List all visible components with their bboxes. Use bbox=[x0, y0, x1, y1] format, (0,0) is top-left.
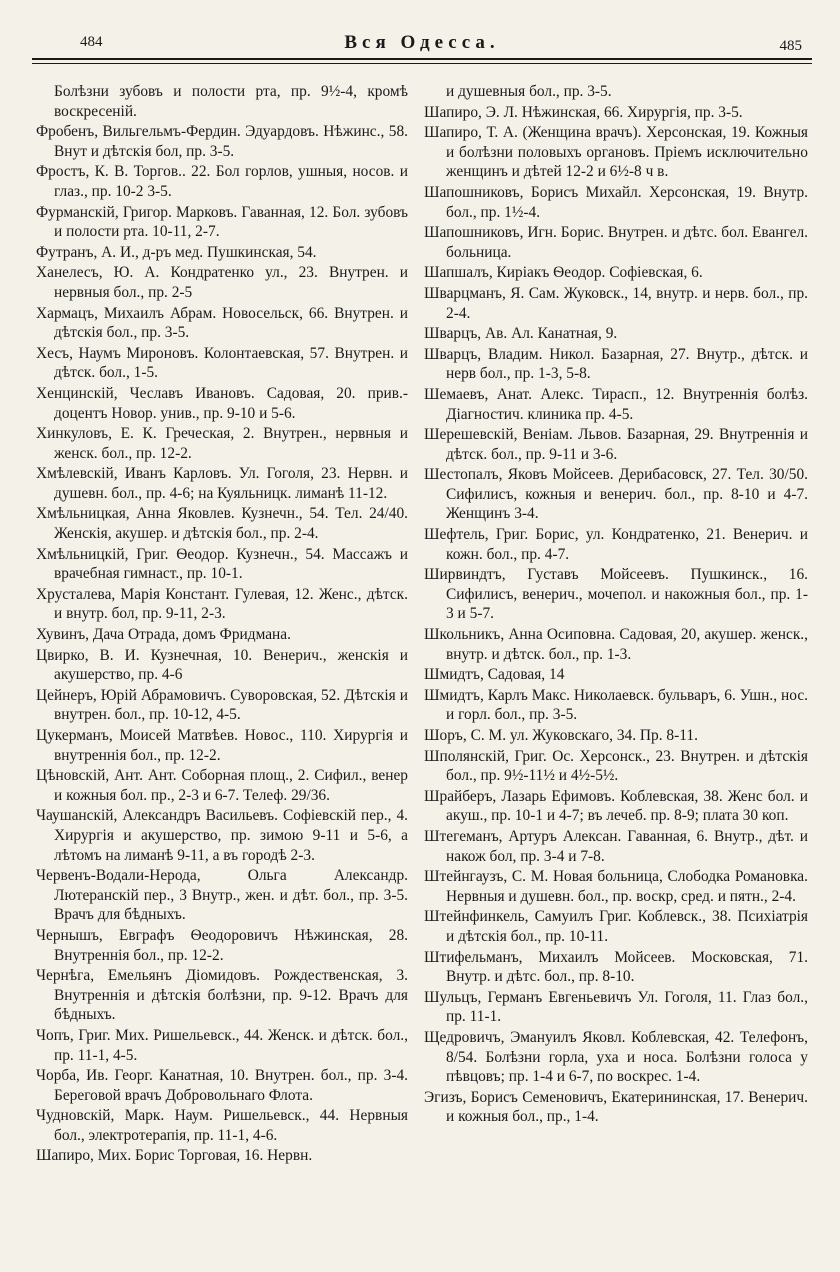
directory-entry: Цейнеръ, Юрій Абрамовичъ. Суворовская, 52. Дѣтскія и внутрен. бол., пр. 10-12, 4-5. bbox=[36, 686, 408, 724]
left-column bbox=[36, 82, 408, 1167]
directory-entry: Шрайберъ, Лазарь Ефимовъ. Коблевская, 38. Женс бол. и акуш., пр. 10-1 и 4-7; въ лечеб. пр. 8-9; плата 30 коп. bbox=[424, 787, 808, 825]
directory-entry: Хенцинскій, Чеславъ Ивановъ. Садовая, 20. прив.-доцентъ Новор. унив., пр. 9-10 и 5-6. bbox=[36, 384, 408, 422]
directory-entry: Шапшалъ, Киріакъ Ѳеодор. Софіевская, 6. bbox=[424, 264, 703, 282]
directory-entry: Штейнгаузъ, С. М. Новая больница, Слободка Романовка. Нервныя и душевн. бол., пр. воскр, сред. и пятн., 2-4. bbox=[424, 868, 808, 905]
directory-entry: Шемаевъ, Анат. Алекс. Тирасп., 12. Внутреннія болѣз. Діагностич. клиника пр. 4-5. bbox=[424, 385, 808, 423]
directory-entry: Фростъ, К. В. Торгов.. 22. Бол горлов, ушныя, носов. и глаз., пр. 10-2 3-5. bbox=[36, 163, 408, 200]
directory-entry: Фурманскій, Григор. Марковъ. Гаванная, 12. Бол. зубовъ и полости рта. 10-11, 2-7. bbox=[36, 203, 408, 241]
directory-entry: Шульцъ, Германъ Евгеньевичъ Ул. Гоголя, 11. Глаз бол., пр. 11-1. bbox=[424, 988, 808, 1026]
directory-entry: Шмидтъ, Карлъ Макс. Николаевск. бульваръ, 6. Ушн., нос. и горл. бол., пр. 3-5. bbox=[424, 686, 808, 724]
directory-entry: Штегеманъ, Артуръ Алексан. Гаванная, 6. Внутр., дѣт. и накож бол, пр. 3-4 и 7-8. bbox=[424, 827, 808, 865]
directory-entry: Штифельманъ, Михаилъ Мойсеев. Московская, 71. Внутр. и дѣтс. бол., пр. 8-10. bbox=[424, 948, 808, 986]
directory-entry: Чернѣга, Емельянъ Діомидовъ. Рождественская, 3. Внутреннія и дѣтскія болѣзни, пр. 9-12. Врачъ для бѣдныхъ. bbox=[36, 967, 408, 1024]
directory-entry: Шапиро, Э. Л. Нѣжинская, 66. Хирургія, пр. 3-5. bbox=[424, 103, 743, 121]
directory-entry: Хмѣлевскій, Иванъ Карловъ. Ул. Гоголя, 23. Нервн. и душевн. бол., пр. 4-6; на Куяльницк. лиманѣ 11-12. bbox=[36, 465, 408, 502]
directory-entry: Шапиро, Т. А. (Женщина врачъ). Херсонская, 19. Кожныя и болѣзни половыхъ органовъ. Пріемъ исключительно женщинъ и дѣтей 12-2 и 6½-8 ч в. bbox=[424, 124, 808, 181]
directory-entry: Хмѣльницкій, Григ. Ѳеодор. Кузнечн., 54. Массажъ и врачебная гимнаст., пр. 10-1. bbox=[36, 545, 408, 583]
left-page-number: 484 bbox=[80, 34, 103, 50]
directory-entry: Щедровичъ, Эмануилъ Яковл. Коблевская, 42. Телефонъ, 8/54. Болѣзни горла, уха и носа. Болѣзни голоса у пѣвцовъ; пр. 1-4 и 6-7, по воскрес. 1-4. bbox=[424, 1028, 808, 1086]
directory-entry: Хесъ, Наумъ Мироновъ. Колонтаевская, 57. Внутрен. и дѣтск. бол., 1-5. bbox=[36, 344, 408, 382]
directory-entry: Хувинъ, Дача Отрада, домъ Фридмана. bbox=[36, 626, 291, 644]
directory-entry: Ширвиндтъ, Густавъ Мойсеевъ. Пушкинск., 16. Сифилисъ, венерич., мочепол. и накожныя бол., пр. 1-3 и 5-7. bbox=[424, 566, 808, 623]
directory-entry: Фробенъ, Вильгельмъ-Фердин. Эдуардовъ. Нѣжинс., 58. Внут и дѣтскія бол, пр. 3-5. bbox=[36, 123, 408, 160]
directory-entry: Шварцъ, Ав. Ал. Канатная, 9. bbox=[424, 325, 618, 343]
directory-entry: Болѣзни зубовъ и полости рта, пр. 9½-4, кромѣ воскресеній. bbox=[54, 83, 408, 120]
directory-entry: Хмѣльницкая, Анна Яковлев. Кузнечн., 54. Тел. 24/40. Женскія, акушер. и дѣтскія бол., пр. 2-4. bbox=[36, 505, 408, 543]
directory-entry: Шапошниковъ, Игн. Борис. Внутрен. и дѣтс. бол. Евангел. больница. bbox=[424, 224, 808, 261]
right-column bbox=[424, 82, 808, 1128]
directory-entry: Червенъ-Водали-Нерода, Ольга Александр. Лютеранскій пер., 3 Внутр., жен. и дѣт. бол., пр. 3-5. Врачъ для бѣдныхъ. bbox=[36, 867, 408, 924]
directory-entry: Школьникъ, Анна Осиповна. Садовая, 20, акушер. женск., внутр. и дѣтск. бол., пр. 1-3. bbox=[424, 626, 808, 663]
header-rule bbox=[32, 58, 812, 64]
directory-entry: Чудновскій, Марк. Наум. Ришельевск., 44. Нервныя бол., электротерапія, пр. 11-1, 4-6. bbox=[36, 1107, 408, 1144]
directory-entry: Шапиро, Мих. Борис Торговая, 16. Нервн. bbox=[36, 1147, 313, 1165]
directory-entry: Шестопалъ, Яковъ Мойсеев. Дерибасовск, 27. Тел. 30/50. Сифилисъ, кожныя и венерич. бол., пр. 8-10 и 4-7. Женщинъ 3-4. bbox=[424, 466, 808, 523]
directory-entry: Хармацъ, Михаилъ Абрам. Новосельск, 66. Внутрен. и дѣтскія бол., пр. 3-5. bbox=[36, 304, 408, 342]
directory-entry: Цѣновскій, Ант. Ант. Соборная площ., 2. Сифил., венер и кожныя бол. пр., 2-3 и 6-7. Телеф. 29/36. bbox=[36, 767, 408, 804]
directory-entry: Цукерманъ, Моисей Матвѣев. Новос., 110. Хирургія и внутреннія бол., пр. 12-2. bbox=[36, 727, 408, 764]
page-header bbox=[32, 32, 812, 58]
directory-entry: Шоръ, С. М. ул. Жуковскаго, 34. Пр. 8-11. bbox=[424, 727, 698, 744]
directory-entry: Штейнфинкель, Самуилъ Григ. Коблевск., 38. Психіатрія и дѣтскія бол., пр. 10-11. bbox=[424, 908, 808, 945]
directory-entry: и душевныя бол., пр. 3-5. bbox=[446, 83, 612, 100]
directory-entry: Хрусталева, Марія Констант. Гулевая, 12. Женс., дѣтск. и внутр. бол, пр. 9-11, 2-3. bbox=[36, 585, 408, 623]
directory-entry: Эгизъ, Борисъ Семеновичъ, Екатерининская, 17. Венерич. и кожныя бол., пр., 1-4. bbox=[424, 1088, 808, 1126]
directory-entry: Цвирко, В. И. Кузнечная, 10. Венерич., женскія и акушерство, пр. 4-6 bbox=[36, 646, 408, 684]
directory-entry: Шварцманъ, Я. Сам. Жуковск., 14, внутр. и нерв. бол., пр. 2-4. bbox=[424, 284, 808, 322]
directory-entry: Чернышъ, Евграфъ Ѳеодоровичъ Нѣжинская, 28. Внутреннія бол., пр. 12-2. bbox=[36, 926, 408, 964]
directory-entry: Шефтель, Григ. Борис, ул. Кондратенко, 21. Венерич. и кожн. бол., пр. 4-7. bbox=[424, 526, 808, 563]
directory-entry: Шапошниковъ, Борисъ Михайл. Херсонская, 19. Внутр. бол., пр. 1½-4. bbox=[424, 183, 808, 221]
directory-entry: Ханелесъ, Ю. А. Кондратенко ул., 23. Внутрен. и нервныя бол., пр. 2-5 bbox=[36, 264, 408, 301]
directory-entry: Шполянскій, Григ. Ос. Херсонск., 23. Внутрен. и дѣтскія бол., пр. 9½-11½ и 4½-5½. bbox=[424, 747, 808, 785]
directory-entry: Хинкуловъ, Е. К. Греческая, 2. Внутрен., нервныя и женск. бол., пр. 12-2. bbox=[36, 425, 408, 462]
directory-entry: Шварцъ, Владим. Никол. Базарная, 27. Внутр., дѣтск. и нерв бол., пр. 1-3, 5-8. bbox=[424, 345, 808, 383]
directory-entry: Чопъ, Григ. Мих. Ришельевск., 44. Женск. и дѣтск. бол., пр. 11-1, 4-5. bbox=[36, 1026, 408, 1064]
running-title: Вся Одесса. bbox=[344, 32, 500, 53]
right-page-number: 485 bbox=[779, 38, 802, 54]
directory-entry: Шмидтъ, Садовая, 14 bbox=[424, 666, 565, 684]
directory-entry: Футранъ, А. И., д-ръ мед. Пушкинская, 54. bbox=[36, 243, 317, 261]
directory-entry: Чаушанскій, Александръ Васильевъ. Софіевскій пер., 4. Хирургія и акушерство, пр. зимою 9-11 и 5-6, а лѣтомъ на лиманѣ 9-11, а въ городѣ 2-3. bbox=[36, 807, 408, 864]
directory-entry: Чорба, Ив. Георг. Канатная, 10. Внутрен. бол., пр. 3-4. Береговой врачъ Добровольнаго Флота. bbox=[36, 1067, 408, 1104]
directory-entry: Шерешевскій, Веніам. Львов. Базарная, 29. Внутреннія и дѣтск. бол., пр. 9-11 и 3-6. bbox=[424, 426, 808, 463]
